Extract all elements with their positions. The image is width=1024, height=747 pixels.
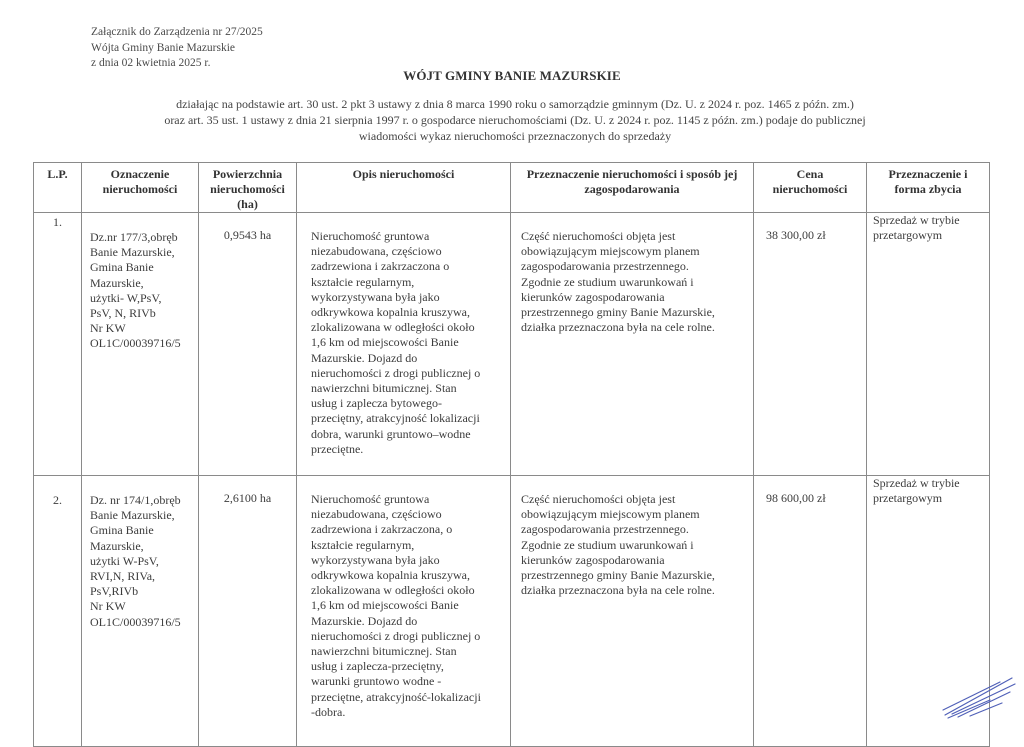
header-text: forma zbycia [894,182,962,196]
cell-text-line: przeciętne. [311,441,364,456]
cell-text-line: Dz.nr 177/3,obręb [90,230,178,244]
signature-stroke [952,684,1015,714]
header-text: Cena [796,167,824,181]
cell-text-line: Mazurskie, [90,538,144,553]
header-price [754,163,867,213]
cell-text-line: kształcie regularnym, [311,274,415,289]
header-lp [34,163,82,213]
cell-text-line: nieruchomości z drogi publicznej o [311,628,481,643]
cell-text-line: OL1C/00039716/5 [90,614,181,629]
cell-description [297,213,511,476]
cell-text-line: Zgodnie ze studium uwarunkowań i [521,274,694,289]
header-purpose [511,163,754,213]
cell-text-line: Mazurskie. Dojazd do [311,613,418,628]
cell-text-line: obowiązującym miejscowym planem [521,507,700,522]
annex-line: Wójta Gminy Banie Mazurskie [91,41,236,54]
cell-area: 0,9543 ha [199,213,297,476]
cell-text-line: przetargowym [873,491,943,506]
cell-text-line: Gmina Banie [90,260,154,275]
cell-text-line: działka przeznaczona była na cele rolne. [521,320,715,335]
table-row [34,476,990,747]
cell-text-line: Gmina Banie [90,523,154,538]
cell-text-line: Mazurskie. Dojazd do [311,350,418,365]
cell-text-line: warunki gruntowo wodne - [311,674,442,689]
signature-scribble-icon [940,670,1020,720]
cell-text-line: wykorzystywana była jako [311,552,440,567]
table-body [34,213,990,747]
cell-text-line: usług i zaplecza-przeciętny, [311,659,444,674]
cell-text-line: Sprzedaż w trybie [873,213,960,227]
cell-text-line: Mazurskie, [90,275,144,290]
cell-text-line: OL1C/00039716/5 [90,336,181,351]
signature-stroke [948,700,990,718]
cell-text-line: Nieruchomość gruntowa [311,229,430,243]
cell-text-line: PsV, N, RIVb [90,306,156,321]
intro-line: działając na podstawie art. 30 ust. 2 pkt 3 ustawy z dnia 8 marca 1990 roku o samorządzie gminnym (Dz. U. z 2024 r. poz. 1465 z późn. zm.) [176,97,854,111]
cell-text-line: RVI,N, RIVa, [90,569,156,584]
document-title: WÓJT GMINY BANIE MAZURSKIE [403,68,621,83]
table-row [34,213,990,476]
header-text: Oznaczenie [110,167,170,181]
cell-text-line: 1,6 km od miejscowości Banie [311,335,459,350]
cell-text-line: nawierzchni bitumicznej. Stan [311,381,457,396]
cell-designation [82,476,199,747]
cell-lp: 2. [34,476,82,747]
cell-text-line: kierunków zagospodarowania [521,552,665,567]
cell-text-line: kształcie regularnym, [311,537,415,552]
header-text: L.P. [47,167,68,181]
cell-price: 38 300,00 zł [754,213,867,476]
cell-text-line: użytki- W,PsV, [90,290,162,305]
cell-text-line: Część nieruchomości objęta jest [521,229,676,243]
cell-purpose [511,213,754,476]
cell-text-line: Banie Mazurskie, [90,508,175,523]
cell-description [297,476,511,747]
cell-purpose [511,476,754,747]
cell-text-line: zlokalizowana w odległości około [311,320,475,335]
header-text: nieruchomości [772,182,848,196]
cell-text-line: zagospodarowania przestrzennego. [521,259,689,274]
cell-sale-form [867,213,990,476]
cell-text-line: Dz. nr 174/1,obręb [90,493,181,507]
cell-text-line: 1,6 km od miejscowości Banie [311,598,459,613]
signature-stroke [943,682,1000,710]
header-designation [82,163,199,213]
cell-text-line: dobra, warunki gruntowo–wodne [311,426,471,441]
intro-paragraph [60,96,970,144]
header-text: Przeznaczenie i [888,167,968,181]
header-text: zagospodarowania [584,182,680,196]
signature-stroke [958,692,1010,717]
annex-line: Załącznik do Zarządzenia nr 27/2025 [91,26,263,38]
cell-text-line: niezabudowana, częściowo [311,244,442,259]
header-form [867,163,990,213]
cell-text-line: Banie Mazurskie, [90,245,175,260]
cell-text-line: przestrzennego gminy Banie Mazurskie, [521,305,715,320]
cell-text-line: PsV,RIVb [90,584,139,599]
cell-area: 2,6100 ha [199,476,297,747]
cell-text-line: nieruchomości z drogi publicznej o [311,365,481,380]
cell-lp: 1. [34,213,82,476]
cell-text-line: przetargowym [873,228,943,243]
cell-text-line: zadrzewiona i zakrzaczona o [311,259,450,274]
cell-designation [82,213,199,476]
cell-text-line: przestrzennego gminy Banie Mazurskie, [521,568,715,583]
header-description [297,163,511,213]
cell-text-line: Zgodnie ze studium uwarunkowań i [521,537,694,552]
header-area [199,163,297,213]
cell-text-line: użytki W-PsV, [90,553,159,568]
cell-text-line: wykorzystywana była jako [311,289,440,304]
cell-text-line: zlokalizowana w odległości około [311,583,475,598]
cell-text-line: niezabudowana, częściowo [311,507,442,522]
cell-text-line: nawierzchni bitumicznej. Stan [311,644,457,659]
cell-text-line: usług i zaplecza bytowego- [311,396,442,411]
header-text: (ha) [237,197,258,211]
cell-text-line: odkrywkowa kopalnia kruszywa, [311,568,470,583]
cell-text-line: przeciętny, atrakcyjność lokalizacji [311,411,480,426]
cell-text-line: Sprzedaż w trybie [873,476,960,490]
header-text: nieruchomości [102,182,178,196]
header-text: Powierzchnia [212,167,283,181]
cell-text-line: Nr KW [90,599,126,614]
cell-text-line: zagospodarowania przestrzennego. [521,522,689,537]
annex-line: z dnia 02 kwietnia 2025 r. [91,57,211,69]
cell-text-line: Nieruchomość gruntowa [311,492,430,506]
header-text: nieruchomości [210,182,285,196]
cell-text-line: działka przeznaczona była na cele rolne. [521,583,715,598]
header-text: Przeznaczenie nieruchomości i sposób jej [526,167,738,181]
header-text: Opis nieruchomości [352,167,455,181]
intro-line: wiadomości wykaz nieruchomości przeznaczonych do sprzedaży [358,129,672,143]
cell-text-line: przeciętne, atrakcyjność-lokalizacji [311,689,481,704]
cell-text-line: Część nieruchomości objęta jest [521,492,676,506]
intro-line: oraz art. 35 ust. 1 ustawy z dnia 21 sierpnia 1997 r. o gospodarce nieruchomościami (Dz. U. z 2024 r. poz. 1145 z późn. zm.) podaje do publicznej [164,113,866,127]
cell-text-line: -dobra. [311,704,346,719]
cell-text-line: odkrywkowa kopalnia kruszywa, [311,305,470,320]
cell-price: 98 600,00 zł [754,476,867,747]
cell-text-line: obowiązującym miejscowym planem [521,244,700,259]
table-header-row [34,163,990,213]
property-table [33,162,990,747]
cell-text-line: Nr KW [90,321,126,336]
cell-text-line: kierunków zagospodarowania [521,289,665,304]
cell-text-line: zadrzewiona i zakrzaczona, o [311,522,453,537]
annex-reference [91,25,263,72]
